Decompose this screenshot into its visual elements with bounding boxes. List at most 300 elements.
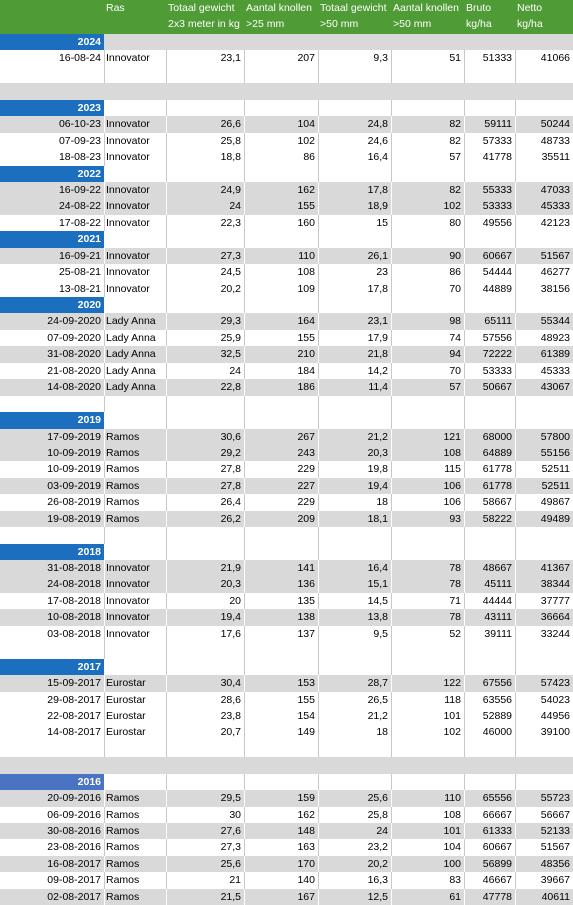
header-bruto[interactable]: Bruto kg/ha [466,2,492,30]
cell-bruto[interactable]: 45111 [484,578,512,591]
header-aantal-knollen-50[interactable]: Aantal knollen >50 mm [393,2,459,30]
cell-aantal-knollen-50[interactable]: 106 [443,479,461,492]
cell-aantal-knollen-50[interactable]: 82 [449,118,461,131]
cell-netto[interactable]: 41066 [540,52,570,65]
cell-aantal-knollen-50[interactable]: 115 [444,463,461,476]
cell-totaal-gewicht[interactable]: 20,7 [220,726,241,739]
cell-totaal-gewicht[interactable]: 29,2 [220,446,241,459]
cell-totaal-gewicht-50[interactable]: 28,7 [367,677,388,690]
header-totaal-gewicht-50[interactable]: Totaal gewicht >50 mm [320,2,387,30]
cell-totaal-gewicht-50[interactable]: 21,2 [367,709,388,722]
cell-totaal-gewicht[interactable]: 27,8 [220,479,241,492]
cell-ras[interactable]: Innovator [106,183,150,196]
cell-aantal-knollen-25[interactable]: 229 [297,463,315,476]
cell-netto[interactable]: 46277 [540,266,570,279]
cell-totaal-gewicht-50[interactable]: 17,8 [367,183,388,196]
year-label[interactable]: 2024 [0,34,104,50]
cell-totaal-gewicht-50[interactable]: 23 [376,266,388,279]
cell-bruto[interactable]: 54444 [482,266,512,279]
cell-totaal-gewicht[interactable]: 24 [229,364,241,377]
cell-aantal-knollen-50[interactable]: 80 [449,216,461,229]
year-label[interactable]: 2022 [0,166,104,182]
cell-ras[interactable]: Ramos [106,857,140,870]
cell-ras[interactable]: Lady Anna [106,364,156,377]
cell-ras[interactable]: Innovator [106,216,150,229]
cell-aantal-knollen-50[interactable]: 83 [449,874,461,887]
cell-aantal-knollen-50[interactable]: 57 [449,381,461,394]
header-ras[interactable]: Ras [106,2,125,14]
cell-ras[interactable]: Ramos [106,874,140,887]
cell-totaal-gewicht-50[interactable]: 18 [376,726,388,739]
cell-aantal-knollen-25[interactable]: 108 [297,266,315,279]
cell-totaal-gewicht-50[interactable]: 18 [376,496,388,509]
cell-aantal-knollen-50[interactable]: 108 [443,446,461,459]
cell-ras[interactable]: Eurostar [106,726,146,739]
cell-ras[interactable]: Lady Anna [106,348,156,361]
cell-aantal-knollen-50[interactable]: 106 [443,496,461,509]
cell-ras[interactable]: Innovator [106,151,150,164]
cell-bruto[interactable]: 68000 [482,430,512,443]
cell-aantal-knollen-50[interactable]: 102 [443,726,461,739]
cell-bruto[interactable]: 51333 [482,52,512,65]
cell-totaal-gewicht-50[interactable]: 21,8 [367,348,388,361]
cell-ras[interactable]: Innovator [106,611,150,624]
cell-netto[interactable]: 45333 [540,200,570,213]
cell-aantal-knollen-25[interactable]: 267 [297,430,315,443]
cell-totaal-gewicht[interactable]: 25,9 [220,331,241,344]
cell-aantal-knollen-25[interactable]: 164 [297,315,315,328]
cell-totaal-gewicht-50[interactable]: 14,2 [367,364,388,377]
cell-ras[interactable]: Lady Anna [106,331,156,344]
cell-totaal-gewicht[interactable]: 23,1 [220,52,241,65]
cell-ras[interactable]: Innovator [106,134,150,147]
cell-totaal-gewicht-50[interactable]: 24 [376,825,388,837]
cell-ras[interactable]: Eurostar [106,709,146,722]
cell-totaal-gewicht-50[interactable]: 18,1 [367,512,388,525]
cell-aantal-knollen-25[interactable]: 154 [297,709,315,722]
cell-totaal-gewicht-50[interactable]: 15 [376,216,388,229]
cell-bruto[interactable]: 57333 [482,134,512,147]
cell-date[interactable]: 10-08-2018 [47,611,101,624]
year-label[interactable]: 2019 [0,412,104,428]
cell-ras[interactable]: Innovator [106,594,150,607]
cell-aantal-knollen-50[interactable]: 94 [449,348,461,361]
cell-aantal-knollen-25[interactable]: 184 [297,364,315,377]
cell-totaal-gewicht[interactable]: 27,6 [220,825,241,837]
cell-totaal-gewicht-50[interactable]: 25,8 [367,808,388,821]
cell-date[interactable]: 24-08-2018 [47,578,101,591]
cell-netto[interactable]: 44956 [540,709,570,722]
cell-netto[interactable]: 54023 [540,693,570,706]
cell-bruto[interactable]: 72222 [482,348,512,361]
cell-netto[interactable]: 47033 [540,183,570,196]
year-label[interactable]: 2016 [0,774,104,790]
cell-date[interactable]: 16-08-24 [58,52,101,65]
cell-ras[interactable]: Ramos [106,841,140,854]
cell-totaal-gewicht-50[interactable]: 15,1 [367,578,388,591]
cell-bruto[interactable]: 58667 [482,496,512,509]
cell-netto[interactable]: 39667 [540,874,570,887]
cell-aantal-knollen-50[interactable]: 104 [443,841,461,854]
cell-totaal-gewicht[interactable]: 19,4 [220,611,241,624]
cell-bruto[interactable]: 60667 [482,249,512,262]
cell-totaal-gewicht-50[interactable]: 19,4 [367,479,388,492]
cell-bruto[interactable]: 47778 [482,890,512,903]
cell-aantal-knollen-50[interactable]: 51 [449,52,461,65]
cell-totaal-gewicht-50[interactable]: 23,1 [367,315,388,328]
cell-aantal-knollen-50[interactable]: 82 [449,183,461,196]
cell-bruto[interactable]: 61778 [482,463,512,476]
cell-date[interactable]: 07-09-2020 [47,331,101,344]
cell-totaal-gewicht[interactable]: 32,5 [220,348,241,361]
cell-aantal-knollen-50[interactable]: 74 [449,331,461,344]
cell-netto[interactable]: 57800 [540,430,570,443]
cell-totaal-gewicht-50[interactable]: 16,3 [367,874,388,887]
cell-netto[interactable]: 55156 [540,446,570,459]
cell-bruto[interactable]: 39111 [484,627,512,640]
cell-aantal-knollen-50[interactable]: 93 [449,512,461,525]
cell-totaal-gewicht[interactable]: 23,8 [220,709,241,722]
cell-date[interactable]: 02-08-2017 [47,890,101,903]
year-label[interactable]: 2021 [0,231,104,247]
cell-bruto[interactable]: 59111 [484,118,512,131]
cell-date[interactable]: 13-08-21 [58,282,101,295]
cell-ras[interactable]: Innovator [106,282,150,295]
cell-date[interactable]: 06-10-23 [58,118,101,131]
cell-totaal-gewicht[interactable]: 21 [229,874,241,887]
cell-bruto[interactable]: 44889 [482,282,512,295]
cell-date[interactable]: 14-08-2017 [47,726,101,739]
cell-aantal-knollen-50[interactable]: 57 [449,151,461,164]
cell-totaal-gewicht-50[interactable]: 16,4 [367,562,388,574]
cell-aantal-knollen-50[interactable]: 110 [444,792,461,805]
cell-aantal-knollen-25[interactable]: 162 [297,808,315,821]
cell-totaal-gewicht[interactable]: 26,6 [220,118,241,131]
cell-aantal-knollen-50[interactable]: 122 [443,677,461,690]
cell-aantal-knollen-25[interactable]: 155 [297,693,315,706]
cell-netto[interactable]: 49867 [540,496,570,509]
cell-bruto[interactable]: 41778 [482,151,512,164]
cell-bruto[interactable]: 57556 [482,331,512,344]
cell-date[interactable]: 10-09-2019 [47,463,101,476]
cell-netto[interactable]: 33244 [540,627,570,640]
cell-aantal-knollen-50[interactable]: 52 [449,627,461,640]
cell-bruto[interactable]: 67556 [482,677,512,690]
cell-totaal-gewicht[interactable]: 22,3 [220,216,241,229]
cell-date[interactable]: 22-08-2017 [47,709,101,722]
cell-ras[interactable]: Innovator [106,578,150,591]
cell-totaal-gewicht-50[interactable]: 12,5 [367,890,388,903]
cell-ras[interactable]: Innovator [106,52,150,65]
cell-date[interactable]: 17-08-22 [58,216,101,229]
cell-totaal-gewicht[interactable]: 28,6 [220,693,241,706]
cell-aantal-knollen-50[interactable]: 78 [449,611,461,624]
cell-netto[interactable]: 55723 [540,792,570,805]
cell-ras[interactable]: Innovator [106,249,150,262]
cell-aantal-knollen-50[interactable]: 70 [449,364,461,377]
cell-bruto[interactable]: 46667 [482,874,512,887]
cell-totaal-gewicht[interactable]: 20,3 [220,578,241,591]
cell-totaal-gewicht[interactable]: 25,6 [220,857,241,870]
cell-aantal-knollen-50[interactable]: 108 [443,808,461,821]
cell-totaal-gewicht-50[interactable]: 13,8 [367,611,388,624]
header-aantal-knollen-25[interactable]: Aantal knollen >25 mm [246,2,312,30]
cell-aantal-knollen-25[interactable]: 162 [297,183,315,196]
cell-bruto[interactable]: 66667 [482,808,512,821]
cell-netto[interactable]: 38344 [540,578,570,591]
cell-bruto[interactable]: 61778 [482,479,512,492]
cell-totaal-gewicht[interactable]: 29,3 [220,315,241,328]
cell-ras[interactable]: Ramos [106,463,140,476]
cell-bruto[interactable]: 53333 [482,364,512,377]
cell-ras[interactable]: Innovator [106,266,150,279]
cell-aantal-knollen-50[interactable]: 82 [449,134,461,147]
cell-date[interactable]: 16-09-22 [58,183,101,196]
cell-aantal-knollen-50[interactable]: 100 [443,857,461,870]
cell-aantal-knollen-50[interactable]: 98 [449,315,461,328]
cell-date[interactable]: 21-08-2020 [47,364,101,377]
cell-totaal-gewicht-50[interactable]: 24,6 [367,134,388,147]
cell-ras[interactable]: Ramos [106,792,140,805]
cell-netto[interactable]: 39100 [540,726,570,739]
cell-date[interactable]: 17-09-2019 [47,430,101,443]
cell-totaal-gewicht-50[interactable]: 26,1 [367,249,388,262]
cell-date[interactable]: 16-08-2017 [47,857,101,870]
cell-aantal-knollen-25[interactable]: 149 [297,726,315,739]
cell-aantal-knollen-50[interactable]: 101 [443,825,461,837]
cell-bruto[interactable]: 43111 [484,611,512,624]
cell-netto[interactable]: 52511 [541,479,570,492]
cell-aantal-knollen-50[interactable]: 118 [444,693,461,706]
cell-aantal-knollen-25[interactable]: 148 [297,825,315,837]
cell-date[interactable]: 23-08-2016 [47,841,101,854]
cell-aantal-knollen-25[interactable]: 229 [297,496,315,509]
cell-aantal-knollen-25[interactable]: 170 [297,857,315,870]
cell-aantal-knollen-25[interactable]: 163 [297,841,315,854]
cell-netto[interactable]: 41367 [540,562,570,574]
cell-netto[interactable]: 45333 [540,364,570,377]
cell-date[interactable]: 03-08-2018 [47,627,101,640]
cell-netto[interactable]: 55344 [540,315,570,328]
cell-totaal-gewicht-50[interactable]: 23,2 [367,841,388,854]
cell-date[interactable]: 31-08-2018 [47,562,101,574]
cell-date[interactable]: 03-09-2019 [47,479,101,492]
cell-totaal-gewicht[interactable]: 21,9 [220,562,241,574]
cell-netto[interactable]: 51567 [540,249,570,262]
cell-netto[interactable]: 52133 [540,825,570,837]
cell-aantal-knollen-25[interactable]: 137 [297,627,315,640]
cell-date[interactable]: 19-08-2019 [47,512,101,525]
cell-aantal-knollen-25[interactable]: 227 [297,479,315,492]
cell-ras[interactable]: Lady Anna [106,381,156,394]
cell-aantal-knollen-50[interactable]: 70 [449,282,461,295]
cell-ras[interactable]: Ramos [106,496,140,509]
cell-totaal-gewicht-50[interactable]: 20,2 [367,857,388,870]
cell-aantal-knollen-50[interactable]: 78 [449,578,461,591]
cell-bruto[interactable]: 49556 [482,216,512,229]
cell-totaal-gewicht-50[interactable]: 14,5 [367,594,388,607]
cell-totaal-gewicht[interactable]: 26,4 [220,496,241,509]
cell-aantal-knollen-25[interactable]: 167 [297,890,315,903]
cell-totaal-gewicht[interactable]: 20,2 [220,282,241,295]
cell-totaal-gewicht[interactable]: 30,4 [220,677,241,690]
cell-aantal-knollen-25[interactable]: 243 [297,446,315,459]
cell-ras[interactable]: Lady Anna [106,315,156,328]
cell-totaal-gewicht-50[interactable]: 21,2 [367,430,388,443]
cell-totaal-gewicht[interactable]: 26,2 [220,512,241,525]
cell-totaal-gewicht[interactable]: 21,5 [220,890,241,903]
cell-date[interactable]: 26-08-2019 [47,496,101,509]
cell-bruto[interactable]: 53333 [482,200,512,213]
year-label[interactable]: 2018 [0,544,104,560]
cell-aantal-knollen-25[interactable]: 135 [297,594,315,607]
year-label[interactable]: 2017 [0,659,104,675]
cell-bruto[interactable]: 60667 [482,841,512,854]
cell-aantal-knollen-25[interactable]: 207 [297,52,315,65]
cell-ras[interactable]: Innovator [106,627,150,640]
cell-netto[interactable]: 37777 [540,594,570,607]
cell-totaal-gewicht[interactable]: 29,5 [220,792,241,805]
cell-aantal-knollen-25[interactable]: 104 [297,118,315,131]
cell-netto[interactable]: 57423 [540,677,570,690]
cell-ras[interactable]: Ramos [106,825,140,837]
cell-ras[interactable]: Innovator [106,118,150,131]
cell-aantal-knollen-25[interactable]: 141 [297,562,315,574]
cell-ras[interactable]: Ramos [106,890,140,903]
cell-totaal-gewicht[interactable]: 30,6 [220,430,241,443]
cell-netto[interactable]: 43067 [540,381,570,394]
cell-bruto[interactable]: 65556 [482,792,512,805]
cell-aantal-knollen-25[interactable]: 186 [297,381,315,394]
cell-totaal-gewicht-50[interactable]: 24,8 [367,118,388,131]
cell-bruto[interactable]: 61333 [482,825,512,837]
cell-date[interactable]: 24-08-22 [58,200,101,213]
header-totaal-gewicht[interactable]: Totaal gewicht 2x3 meter in kg [168,2,240,30]
cell-totaal-gewicht[interactable]: 17,6 [220,627,241,640]
cell-date[interactable]: 10-09-2019 [47,446,101,459]
cell-date[interactable]: 15-09-2017 [47,677,101,690]
cell-aantal-knollen-50[interactable]: 102 [443,200,461,213]
cell-bruto[interactable]: 64889 [482,446,512,459]
cell-date[interactable]: 07-09-23 [58,134,101,147]
cell-netto[interactable]: 48923 [540,331,570,344]
cell-aantal-knollen-25[interactable]: 155 [297,331,315,344]
cell-date[interactable]: 17-08-2018 [47,594,101,607]
cell-ras[interactable]: Ramos [106,430,140,443]
cell-totaal-gewicht[interactable]: 27,3 [220,249,241,262]
cell-totaal-gewicht-50[interactable]: 16,4 [367,151,388,164]
cell-aantal-knollen-50[interactable]: 90 [449,249,461,262]
cell-ras[interactable]: Ramos [106,808,140,821]
cell-aantal-knollen-25[interactable]: 86 [303,151,315,164]
cell-totaal-gewicht-50[interactable]: 9,5 [373,627,388,640]
cell-bruto[interactable]: 50667 [482,381,512,394]
cell-bruto[interactable]: 46000 [482,726,512,739]
cell-netto[interactable]: 52511 [541,463,570,476]
cell-bruto[interactable]: 52889 [482,709,512,722]
cell-date[interactable]: 25-08-21 [58,266,101,279]
cell-date[interactable]: 20-09-2016 [47,792,101,805]
cell-totaal-gewicht[interactable]: 24 [229,200,241,213]
cell-aantal-knollen-50[interactable]: 78 [449,562,461,574]
cell-totaal-gewicht[interactable]: 20 [229,594,241,607]
cell-aantal-knollen-25[interactable]: 110 [298,249,315,262]
cell-totaal-gewicht-50[interactable]: 11,4 [368,381,388,394]
cell-date[interactable]: 24-09-2020 [47,315,101,328]
cell-date[interactable]: 09-08-2017 [47,874,101,887]
cell-totaal-gewicht[interactable]: 27,3 [220,841,241,854]
cell-netto[interactable]: 50244 [540,118,570,131]
cell-bruto[interactable]: 63556 [482,693,512,706]
cell-totaal-gewicht[interactable]: 30 [229,808,241,821]
cell-totaal-gewicht-50[interactable]: 17,9 [367,331,388,344]
cell-date[interactable]: 06-09-2016 [47,808,101,821]
cell-ras[interactable]: Eurostar [106,693,146,706]
cell-aantal-knollen-25[interactable]: 138 [297,611,315,624]
cell-netto[interactable]: 56667 [540,808,570,821]
cell-bruto[interactable]: 48667 [482,562,512,574]
cell-ras[interactable]: Ramos [106,512,140,525]
cell-bruto[interactable]: 58222 [482,512,512,525]
cell-date[interactable]: 14-08-2020 [47,381,101,394]
cell-date[interactable]: 31-08-2020 [47,348,101,361]
cell-totaal-gewicht[interactable]: 22,8 [220,381,241,394]
cell-date[interactable]: 30-08-2016 [47,825,101,837]
cell-aantal-knollen-25[interactable]: 210 [297,348,315,361]
cell-aantal-knollen-50[interactable]: 61 [449,890,461,903]
cell-bruto[interactable]: 44444 [482,594,512,607]
cell-aantal-knollen-25[interactable]: 155 [297,200,315,213]
cell-date[interactable]: 18-08-23 [58,151,101,164]
cell-aantal-knollen-25[interactable]: 140 [297,874,315,887]
cell-netto[interactable]: 48733 [540,134,570,147]
cell-aantal-knollen-25[interactable]: 102 [297,134,315,147]
cell-aantal-knollen-25[interactable]: 160 [297,216,315,229]
year-label[interactable]: 2020 [0,297,104,313]
cell-netto[interactable]: 38156 [540,282,570,295]
cell-bruto[interactable]: 56899 [482,857,512,870]
cell-totaal-gewicht-50[interactable]: 20,3 [367,446,388,459]
cell-aantal-knollen-25[interactable]: 159 [297,792,315,805]
year-label[interactable]: 2023 [0,100,104,116]
cell-totaal-gewicht[interactable]: 24,9 [220,183,241,196]
header-netto[interactable]: Netto kg/ha [517,2,543,30]
cell-totaal-gewicht-50[interactable]: 17,8 [367,282,388,295]
cell-aantal-knollen-50[interactable]: 86 [449,266,461,279]
cell-bruto[interactable]: 65111 [484,315,512,328]
cell-netto[interactable]: 48356 [540,857,570,870]
cell-aantal-knollen-50[interactable]: 71 [449,594,461,607]
cell-netto[interactable]: 42123 [540,216,570,229]
cell-netto[interactable]: 35511 [541,151,570,164]
cell-netto[interactable]: 61389 [540,348,570,361]
cell-aantal-knollen-25[interactable]: 109 [297,282,315,295]
cell-aantal-knollen-50[interactable]: 121 [443,430,461,443]
cell-ras[interactable]: Eurostar [106,677,146,690]
cell-bruto[interactable]: 55333 [482,183,512,196]
cell-netto[interactable]: 40611 [541,890,570,903]
cell-totaal-gewicht-50[interactable]: 18,9 [367,200,388,213]
cell-totaal-gewicht[interactable]: 25,8 [220,134,241,147]
cell-aantal-knollen-25[interactable]: 136 [297,578,315,591]
cell-ras[interactable]: Innovator [106,562,150,574]
cell-totaal-gewicht-50[interactable]: 26,5 [367,693,388,706]
cell-aantal-knollen-25[interactable]: 209 [297,512,315,525]
cell-netto[interactable]: 49489 [540,512,570,525]
cell-netto[interactable]: 36664 [540,611,570,624]
cell-totaal-gewicht[interactable]: 27,8 [220,463,241,476]
cell-totaal-gewicht[interactable]: 18,8 [220,151,241,164]
